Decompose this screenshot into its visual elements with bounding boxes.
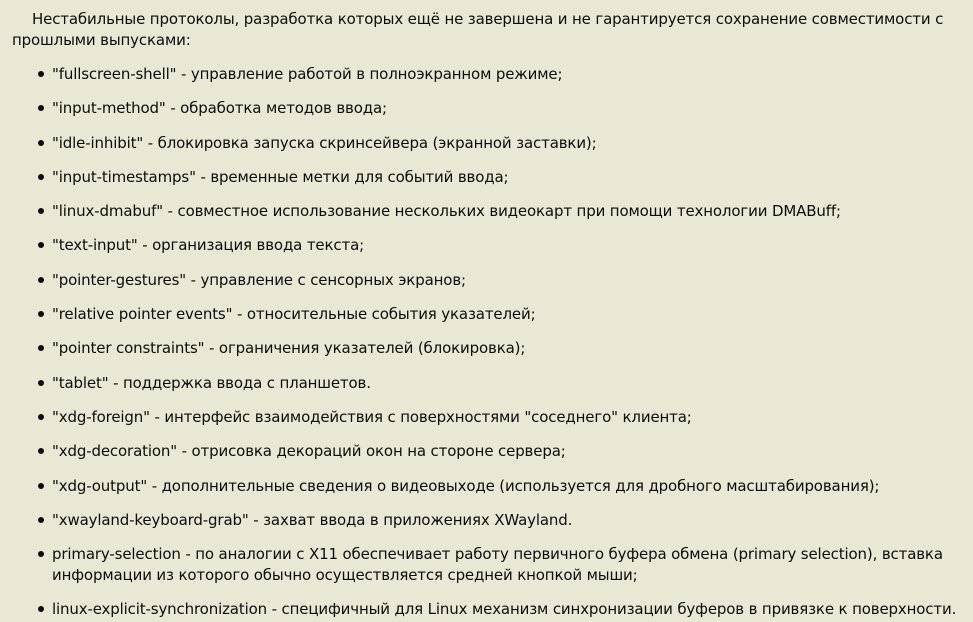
bullet-icon [38,483,44,489]
bullet-icon [38,105,44,111]
bullet-icon [38,71,44,77]
bullet-icon [38,140,44,146]
bullet-icon [38,277,44,283]
unstable-protocols-list [12,64,961,620]
list-item-text: "text-input" - организация ввода текста; [52,236,365,255]
list-item [52,167,961,188]
list-item-text: "xdg-output" - дополнительные сведения о видеовыходе (используется для дробного масштабирования); [52,476,880,495]
list-item [52,133,961,154]
list-item [52,599,961,620]
list-item-text: "xdg-foreign" - интерфейс взаимодействия с поверхностями "соседнего" клиента; [52,407,692,426]
list-item-text: "input-method" - обработка методов ввода; [52,99,387,118]
list-item-text: "input-timestamps" - временные метки для событий ввода; [52,167,509,186]
list-item [52,476,961,497]
list-item-text: "fullscreen-shell" - управление работой в полноэкранном режиме; [52,65,563,83]
list-item [52,407,961,428]
list-item-text: "linux-dmabuf" - совместное использование нескольких видеокарт при помощи технологии DMABuff; [52,202,841,221]
list-item [52,373,961,394]
bullet-icon [38,414,44,420]
list-item [52,338,961,359]
list-item [52,64,961,85]
list-item-text: "pointer-gestures" - управление с сенсорных экранов; [52,270,466,289]
bullet-icon [38,208,44,214]
list-item [52,544,961,586]
bullet-icon [38,174,44,180]
list-item-text: "xdg-decoration" - отрисовка декораций окон на стороне сервера; [52,442,566,461]
list-item-text: "idle-inhibit" - блокировка запуска скринсейвера (экранной заставки); [52,133,597,152]
list-item-text: "pointer constraints" - ограничения указателей (блокировка); [52,339,526,358]
list-item [52,201,961,222]
list-item-text: "relative pointer events" - относительные события указателей; [52,305,536,324]
list-item [52,235,961,256]
bullet-icon [38,606,44,612]
intro-paragraph: Нестабильные протоколы, разработка которых ещё не завершена и не гарантируется сохранение совместимости с прошлыми выпусками: [12,10,944,49]
bullet-icon [38,448,44,454]
list-item [52,441,961,462]
list-item [52,304,961,325]
list-item-text: primary-selection - по аналогии с X11 обеспечивает работу первичного буфера обмена (primary selection), вставка информации из которого обычно осуществляется средней кнопкой мыши; [52,545,943,585]
bullet-icon [38,311,44,317]
bullet-icon [38,345,44,351]
bullet-icon [38,517,44,523]
bullet-icon [38,242,44,248]
list-item [52,98,961,119]
bullet-icon [38,551,44,557]
list-item-text: "tablet" - поддержка ввода с планшетов. [52,373,371,392]
list-item [52,270,961,291]
bullet-icon [38,380,44,386]
list-item [52,510,961,531]
list-item-text: linux-explicit-synchronization - специфичный для Linux механизм синхронизации буферов в привязке к поверхности. [52,600,957,619]
list-item-text: "xwayland-keyboard-grab" - захват ввода в приложениях XWayland. [52,510,573,529]
